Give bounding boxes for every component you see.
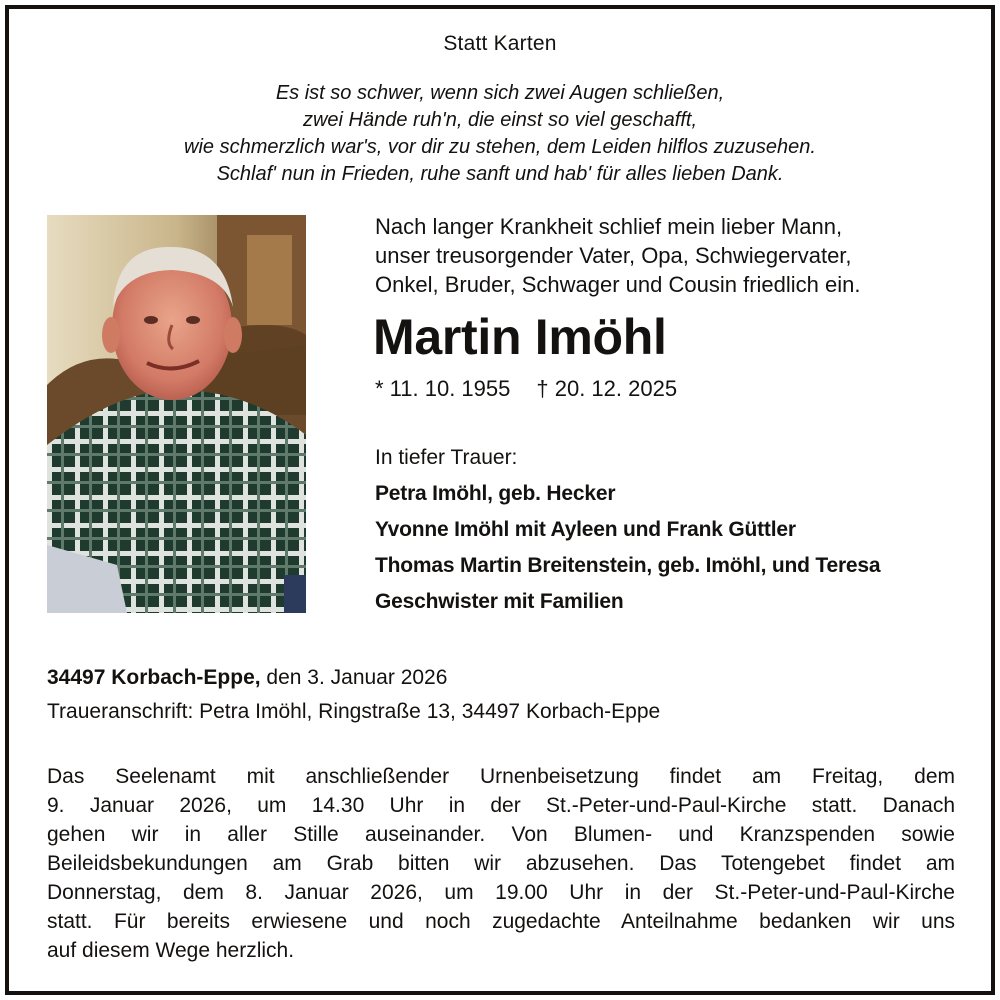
mourner-name: Petra Imöhl, geb. Hecker [375,482,616,505]
intro-text [375,212,975,299]
service-line: statt. Für bereits erwiesene und noch zugedachte Anteilnahme bedanken wir uns [47,910,955,933]
poem-line: Es ist so schwer, wenn sich zwei Augen schließen, [275,82,725,104]
place-date-address [47,661,660,729]
service-info [47,762,955,965]
header-statt-karten: Statt Karten [443,32,557,55]
service-line: Donnerstag, dem 8. Januar 2026, um 19.00 Uhr in der St.-Peter-und-Paul-Kirche [47,881,955,904]
mourner-name: Yvonne Imöhl mit Ayleen und Frank Güttler [375,518,796,541]
service-line: Beileidsbekundungen am Grab bitten wir abzusehen. Das Totengebet findet am [47,852,955,875]
portrait-photo [47,215,306,613]
place-date: den 3. Januar 2026 [260,666,448,689]
birth-date: * 11. 10. 1955 [375,376,511,401]
deceased-name: Martin Imöhl [373,309,667,365]
intro-line: unser treusorgender Vater, Opa, Schwiegervater, [375,243,852,268]
mourning-address: Traueranschrift: Petra Imöhl, Ringstraße 13, 34497 Korbach-Eppe [47,700,661,723]
poem-line: wie schmerzlich war's, vor dir zu stehen, dem Leiden hilflos zuzusehen. [184,136,816,158]
service-line: gehen wir in aller Stille auseinander. Von Blumen- und Kranzspenden sowie [47,823,955,846]
death-date: † 20. 12. 2025 [536,376,678,401]
place-date-line [47,661,660,695]
mourners-list [375,440,880,620]
mourners-label: In tiefer Trauer: [375,446,518,469]
mourner-name: Thomas Martin Breitenstein, geb. Imöhl, und Teresa [375,554,881,577]
service-line: 9. Januar 2026, um 14.30 Uhr in der St.-Peter-und-Paul-Kirche statt. Danach [47,794,955,817]
poem-line: zwei Hände ruh'n, die einst so viel geschafft, [302,109,698,131]
service-line: Das Seelenamt mit anschließender Urnenbeisetzung findet am Freitag, dem [47,765,955,788]
poem-line: Schlaf' nun in Frieden, ruhe sanft und hab' für alles lieben Dank. [216,163,784,185]
mourner-name: Geschwister mit Familien [375,590,624,613]
place-city: 34497 Korbach-Eppe, [47,666,261,689]
intro-line: Nach langer Krankheit schlief mein lieber Mann, [375,214,843,239]
life-dates [375,376,677,402]
service-line: auf diesem Wege herzlich. [47,939,295,962]
intro-line: Onkel, Bruder, Schwager und Cousin friedlich ein. [375,272,861,297]
poem [0,80,1000,188]
